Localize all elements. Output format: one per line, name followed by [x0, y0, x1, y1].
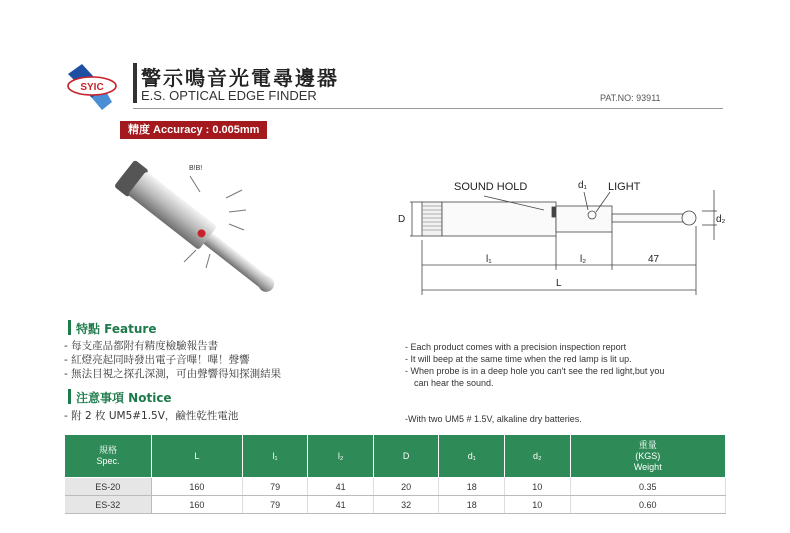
label-l2: l₂ — [580, 254, 587, 265]
label-47: 47 — [648, 254, 660, 265]
notice-text-zh: - 附 2 枚 UM5#1.5V，鹼性乾性電池 — [64, 410, 239, 422]
cell-spec: ES-20 — [65, 478, 152, 496]
header-D: D — [373, 435, 439, 478]
patent-number: PAT.NO: 93911 — [600, 93, 661, 103]
cell-d2: 10 — [505, 496, 571, 514]
cell-l2: 41 — [308, 478, 374, 496]
label-d2: d₂ — [716, 214, 726, 225]
logo-text: SYIC — [80, 82, 104, 93]
notice-text-en: -With two UM5 # 1.5V, alkaline dry batteries. — [405, 414, 582, 424]
list-item: - 無法目視之探孔深測，可由聲響得知探測結果 — [64, 368, 282, 380]
cell-weight: 0.35 — [570, 478, 725, 496]
header-L: L — [152, 435, 243, 478]
table-header-row — [65, 435, 726, 478]
list-item: can hear the sound. — [414, 378, 494, 388]
table-row — [65, 496, 726, 514]
list-item: - Each product comes with a precision inspection report — [405, 342, 627, 352]
header-weight: 重量 (KGS) Weight — [570, 435, 725, 478]
cell-l1: 79 — [242, 496, 308, 514]
header-spec: 規格 Spec. — [65, 435, 152, 478]
header-d1: d₁ — [439, 435, 505, 478]
cell-l1: 79 — [242, 478, 308, 496]
notice-accent-bar — [68, 389, 71, 404]
title-accent-bar — [133, 63, 137, 103]
cell-weight: 0.60 — [570, 496, 725, 514]
table-row — [65, 478, 726, 496]
cell-d2: 10 — [505, 478, 571, 496]
label-light: LIGHT — [608, 181, 641, 193]
label-L: L — [556, 278, 562, 289]
technical-drawing — [392, 170, 732, 300]
feature-list-en — [405, 341, 725, 389]
product-image — [94, 150, 334, 310]
feature-accent-bar — [68, 320, 71, 335]
spec-table — [64, 434, 726, 514]
page-title-en: E.S. OPTICAL EDGE FINDER — [141, 88, 317, 103]
list-item: - When probe is in a deep hole you can't see the red light,but you — [405, 366, 665, 376]
header-l2: l₂ — [308, 435, 374, 478]
header-l1: l₁ — [242, 435, 308, 478]
list-item: - 紅燈亮起同時發出電子音嗶！嗶！聲響 — [64, 354, 250, 366]
page-title-zh: 警示鳴音光電尋邊器 — [141, 66, 339, 90]
cell-d1: 18 — [439, 496, 505, 514]
accuracy-badge: 精度 Accuracy : 0.005mm — [120, 121, 267, 139]
beep-text: B!B! — [189, 165, 203, 172]
label-sound-hold: SOUND HOLD — [454, 181, 528, 193]
cell-spec: ES-32 — [65, 496, 152, 514]
list-item: - 每支產品都附有精度檢驗報告書 — [64, 340, 219, 352]
label-l1: l₁ — [486, 254, 492, 265]
title-divider — [133, 108, 723, 109]
cell-D: 32 — [373, 496, 439, 514]
cell-D: 20 — [373, 478, 439, 496]
header-d2: d₂ — [505, 435, 571, 478]
cell-L: 160 — [152, 496, 243, 514]
notice-heading: 注意事項 Notice — [76, 391, 172, 405]
cell-L: 160 — [152, 478, 243, 496]
label-d1: d₁ — [578, 180, 587, 191]
list-item: - It will beep at the same time when the red lamp is lit up. — [405, 354, 632, 364]
cell-d1: 18 — [439, 478, 505, 496]
cell-l2: 41 — [308, 496, 374, 514]
feature-list-zh — [64, 339, 281, 381]
feature-heading: 特點 Feature — [76, 322, 157, 336]
syic-logo — [62, 58, 122, 114]
label-D: D — [398, 214, 406, 225]
